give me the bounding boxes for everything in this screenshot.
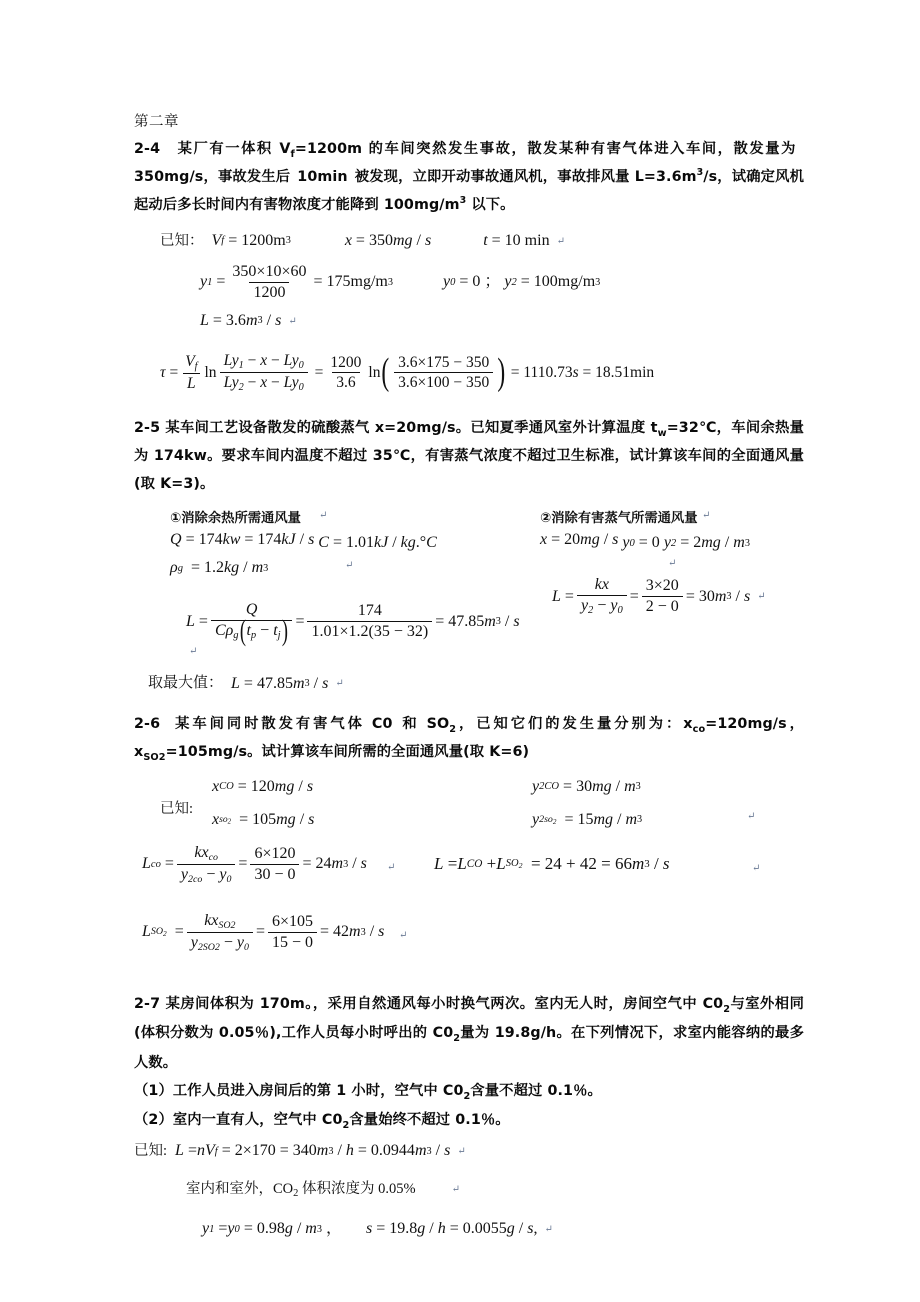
problem-2-5-subheaders bbox=[134, 507, 804, 527]
given-t-2-4: t = 10 min bbox=[483, 231, 550, 249]
problem-2-4-number: 2-4 bbox=[134, 140, 161, 157]
Lco-equation: L co = $\frac{\text{kxco}}{y2co - y0}$ = $\frac{6\times 120}{30 - 0}$ = 24 m 3 / s bbox=[142, 843, 367, 885]
paragraph-mark-icon: ↵ bbox=[335, 678, 344, 690]
problem-2-6-given bbox=[134, 776, 804, 842]
y2so2-equation: y 2so2 = 15 mg / m 3 bbox=[532, 810, 643, 828]
paragraph-mark-icon: ↵ bbox=[556, 235, 565, 247]
comma-sep: ， bbox=[325, 1219, 342, 1237]
paragraph-mark-icon: ↵ bbox=[288, 315, 297, 327]
L-equation-2-4: L = 3.6 m 3 / s bbox=[200, 311, 282, 329]
chapter-title: 第二章 bbox=[134, 114, 179, 130]
L-equation-2-5-part2: L = $\frac{kx}{y2 - y0}$ = $\frac{3\times 20}{2 - 0}$ = 30 m 3 / s bbox=[552, 576, 751, 617]
L-equation-2-5-part1-row bbox=[170, 601, 530, 660]
Lso2-equation: L SO2 = $\frac{\text{kxSO2}}{y2SO2 - y0}$ = $\frac{6\times 105}{15 - 0}$ = 42 m 3 / s bbox=[142, 911, 385, 953]
problem-2-4-L-row bbox=[134, 312, 804, 330]
paragraph-mark-icon: ↵ bbox=[387, 861, 396, 873]
given-volume-2-4: V f = 1200m 3 bbox=[211, 231, 291, 249]
L-total-equation: L = L CO + L SO2 = 24 + 42 = 66 m 3 / s bbox=[434, 853, 670, 873]
paragraph-mark-icon: ↵ bbox=[399, 929, 408, 941]
y2-equation: y 2 = 100mg/m 3 bbox=[504, 273, 601, 291]
L-equation-2-7: L = nV f = 2×170 = 340 m 3 / h = 0.0944 m 3 / s bbox=[175, 1142, 451, 1160]
y1-y0-equation-2-7: y 1 = y 0 = 0.98 g / m 3 bbox=[202, 1220, 322, 1238]
paragraph-mark-icon: ↵ bbox=[702, 510, 711, 522]
max-label: 取最大值： bbox=[148, 675, 224, 692]
problem-2-7-case-1: （1）工作人员进入房间后的第 1 小时，空气中 $C0_2$含量不超过 0.1％。 bbox=[134, 1083, 602, 1102]
problem-2-4-statement: 2-4 某厂有一体积 $V_f=1200m$ 的车间突然发生事故，散发某种有害气体进入车间，散发量为350mg/s，事故发生后 10min 被发现，立即开动事故通风机，事故排风量 $L=3.6m^3/s$，试确定风机起动后多长时间内有害物浓度才能降到 $100mg/m^3$ 以下。 bbox=[134, 140, 805, 213]
L-equation-2-5-part1: L = $\frac{Q}{\text{Cρg(tp − tj)}}$ = $\frac{174}{1.01\times 1.2(35 - 32)}$ = 47.85 m 3 / s bbox=[186, 601, 520, 648]
tau-equation: τ = $\frac{Vf}{L}$ ln $\frac{Ly1 - x - Ly0}{Ly2 - x - Ly0}$ = $\frac{1200}{3.6}$ ln ( $\frac{3.6\times 175 - 350}{3.6\times 100 - 350}$ ) = 1110.73 s = 18.51min bbox=[160, 350, 655, 394]
paragraph-mark-icon: ↵ bbox=[319, 510, 328, 522]
paragraph-mark-icon: ↵ bbox=[757, 591, 766, 603]
part1-title: ①消除余热所需通风量 bbox=[170, 511, 301, 527]
x-so2-equation: x so2 = 105 mg / s bbox=[212, 810, 315, 828]
problem-2-5 bbox=[134, 415, 804, 693]
y1-numerator: 350×10×60 bbox=[232, 262, 307, 280]
problem-2-5-body bbox=[134, 527, 804, 677]
problem-2-6 bbox=[134, 711, 804, 964]
problem-2-6-Lco-row bbox=[134, 844, 804, 896]
problem-2-4-y1-row bbox=[134, 263, 804, 302]
problem-2-7-case-2: （2）室内一直有人，空气中 $C0_2$含量始终不超过 0.1％。 bbox=[134, 1112, 510, 1132]
paragraph-mark-icon: ↵ bbox=[544, 1223, 553, 1235]
problem-2-7-given-row bbox=[134, 1139, 804, 1160]
problem-2-7-number: 2-7 bbox=[134, 995, 161, 1012]
problem-2-5-right-column bbox=[540, 527, 830, 617]
problem-2-4-tau-row bbox=[134, 352, 804, 394]
semicolon-sep: ； bbox=[484, 272, 501, 290]
paragraph-mark-icon: ↵ bbox=[451, 1184, 460, 1196]
rho-equation: ρ g = 1.2 kg / m 3 bbox=[170, 559, 269, 577]
problem-2-7-values-row bbox=[134, 1215, 804, 1238]
problem-2-7 bbox=[134, 990, 804, 1238]
page-content bbox=[134, 112, 804, 1238]
given-label-2-7: 已知: bbox=[134, 1142, 168, 1159]
y2co-equation: y 2CO = 30 mg / m 3 bbox=[532, 777, 641, 795]
problem-2-6-number: 2-6 bbox=[134, 715, 161, 732]
paragraph-mark-icon: ↵ bbox=[345, 560, 354, 572]
problem-2-6-statement: 2-6 某车间同时散发有害气体 C0 和 $SO_2$，已知它们的发生量分别为：$x_{co}=120mg/s$，$x_{SO2}=105mg/s$。试计算该车间所需的全面通风量(取 K=6) bbox=[134, 715, 804, 764]
problem-2-5-left-column bbox=[170, 527, 530, 660]
co2-concentration-note: 室内和室外，$CO_2$ 体积浓度为 0.05% bbox=[186, 1181, 416, 1199]
max-value: L = 47.85 m 3 / s bbox=[231, 674, 329, 692]
L-equation-2-5-part2-row bbox=[540, 576, 830, 617]
part2-title: ②消除有害蒸气所需通风量 bbox=[540, 511, 698, 527]
problem-2-4-given-row bbox=[134, 229, 804, 250]
Q-equation: Q = 174 kw = 174 kJ / s bbox=[170, 530, 315, 548]
x-co-equation: x CO = 120 mg / s bbox=[212, 777, 314, 795]
problem-2-6-Lso2-row bbox=[134, 912, 804, 964]
y2-equation-2-5: y 2 = 2 mg / m 3 bbox=[663, 534, 750, 552]
problem-2-7-statement: 2-7 某房间体积为 170m。，采用自然通风每小时换气两次。室内无人时，房间空气中 $C0_2$与室外相同(体积分数为 0.05％),工作人员每小时呼出的 $C0_2$量为 19.8g/h。在下列情况下，求室内能容纳的最多人数。 bbox=[134, 995, 804, 1071]
given-label-2-6: 已知: bbox=[160, 800, 194, 817]
y0-equation-2-5: y 0 = 0 bbox=[622, 534, 660, 552]
s-equation-2-7: s = 19.8 g / h = 0.0055 g / s , bbox=[366, 1220, 538, 1238]
paragraph-mark-icon: ↵ bbox=[457, 1145, 466, 1157]
paragraph-mark-icon: ↵ bbox=[747, 810, 756, 822]
problem-2-4 bbox=[134, 136, 804, 394]
paragraph-mark-icon: ↵ bbox=[752, 862, 761, 874]
y0-equation: y 0 = 0 bbox=[442, 273, 481, 291]
given-x-2-4: x = 350 mg / s bbox=[344, 231, 432, 249]
paragraph-mark-icon: ↵ bbox=[668, 558, 677, 570]
x-equation-2-5: x = 20 mg / s bbox=[540, 530, 619, 548]
problem-2-5-number: 2-5 bbox=[134, 419, 161, 436]
y1-equation: y 1 = $\frac{350\times 10\times 60}{1200}$ = 175mg/m 3 bbox=[200, 262, 393, 301]
C-equation: C = 1.01 kJ / kg .° C bbox=[318, 534, 437, 552]
y1-denominator: 1200 bbox=[249, 282, 289, 302]
problem-2-5-statement: 2-5 某车间工艺设备散发的硫酸蒸气 x=20mg/s。已知夏季通风室外计算温度 $t_w=32℃$，车间余热量为 174kw。要求车间内温度不超过 35℃，有害蒸气浓度不超过卫生标准，试计算该车间的全面通风量(取 K=3)。 bbox=[134, 419, 805, 492]
paragraph-mark-icon: ↵ bbox=[189, 646, 198, 658]
problem-2-7-note-row bbox=[134, 1177, 804, 1199]
given-label-2-4: 已知： bbox=[160, 232, 204, 249]
